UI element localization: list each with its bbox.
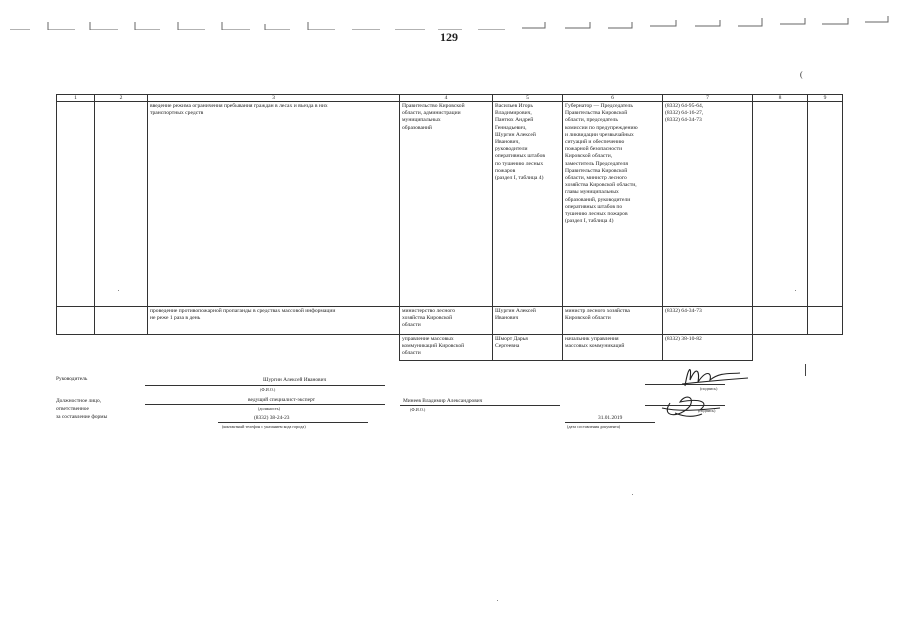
table-row bbox=[57, 335, 843, 361]
column-number: 2 bbox=[95, 95, 148, 102]
position-text: Правительства Кировской bbox=[565, 167, 628, 174]
person-text: оперативных штабов bbox=[495, 153, 546, 160]
position-cell bbox=[563, 335, 663, 361]
phone-cell bbox=[663, 307, 753, 335]
position-text: образований, руководители bbox=[565, 196, 631, 203]
measures-table bbox=[56, 94, 843, 361]
phone-text: (8332) 38-10-82 bbox=[665, 336, 702, 342]
org-text: области bbox=[402, 322, 421, 329]
person-text: Шургин Алексей bbox=[495, 131, 536, 138]
edge-mark bbox=[805, 364, 806, 376]
position-text: и ликвидации чрезвычайных bbox=[565, 131, 634, 138]
position-text: Губернатор — Председатель bbox=[565, 103, 633, 109]
responsible-person-cell bbox=[493, 102, 563, 307]
org-text: области, администрации bbox=[402, 110, 461, 117]
page-number: 129 bbox=[440, 30, 458, 44]
position-text: министр лесного хозяйства bbox=[565, 308, 630, 314]
fio-caption: (Ф.И.О.) bbox=[260, 387, 276, 392]
scan-dust bbox=[497, 600, 498, 601]
empty-cell bbox=[808, 307, 843, 335]
position-text: начальник управления bbox=[565, 336, 619, 342]
position-text: главы муниципальных bbox=[565, 189, 619, 196]
position-text: заместитель Председателя bbox=[565, 160, 628, 167]
table-row bbox=[57, 102, 843, 307]
position-text: Правительства Кировской bbox=[565, 110, 628, 117]
position-text: тушению лесных пожаров bbox=[565, 211, 628, 218]
person-text: Пантюх Андрей bbox=[495, 117, 534, 124]
activity-cell bbox=[148, 307, 400, 335]
phone-text: (8332) 64-16-27, bbox=[665, 110, 704, 117]
scan-dust bbox=[795, 290, 796, 291]
column-number-row bbox=[57, 95, 843, 102]
person-text: Шморт Дарья bbox=[495, 336, 528, 342]
official-label-line: за составление формы bbox=[56, 414, 108, 420]
signature-caption: (подпись) bbox=[698, 408, 716, 413]
head-label: Руководитель bbox=[56, 376, 88, 382]
person-text: Васильев Игорь bbox=[495, 103, 533, 109]
empty-cell bbox=[753, 307, 808, 335]
position-text: Кировской области bbox=[565, 315, 611, 322]
position-text: ситуаций и обеспечению bbox=[565, 139, 625, 146]
official-position-line bbox=[145, 404, 385, 405]
responsible-person-cell bbox=[493, 335, 563, 361]
empty-cell bbox=[808, 335, 843, 361]
phone-text: (8332) 64-95-64, bbox=[665, 103, 704, 109]
position-text: оперативных штабов по bbox=[565, 203, 623, 210]
phone-caption: (контактный телефон с указанием кода города) bbox=[222, 424, 306, 429]
responsible-person-cell bbox=[493, 307, 563, 335]
scan-dust bbox=[118, 290, 119, 291]
date-caption: (дата составления документа) bbox=[567, 424, 621, 429]
column-number: 6 bbox=[563, 95, 663, 102]
position-text: (раздел I, таблица 4) bbox=[565, 218, 614, 225]
head-name: Шургин Алексей Иванович bbox=[263, 377, 327, 383]
org-text: Правительство Кировской bbox=[402, 103, 465, 109]
scan-dust bbox=[632, 494, 633, 495]
official-position: ведущий специалист-эксперт bbox=[248, 397, 315, 403]
org-text: управление массовых bbox=[402, 336, 454, 342]
column-number: 7 bbox=[663, 95, 753, 102]
column-number: 1 bbox=[57, 95, 95, 102]
official-name-line bbox=[400, 405, 560, 406]
column-number: 9 bbox=[808, 95, 843, 102]
empty-cell bbox=[808, 102, 843, 307]
empty-cell bbox=[95, 335, 148, 361]
person-text: Владимирович, bbox=[495, 110, 532, 117]
phone-text: (8332) 64-34-73 bbox=[665, 117, 702, 124]
official-label-line: Должностное лицо, bbox=[56, 398, 102, 404]
position-text: Кировской области, bbox=[565, 153, 613, 160]
person-text: Шургин Алексей bbox=[495, 308, 536, 314]
scan-edge-marks bbox=[0, 0, 905, 30]
phone-cell bbox=[663, 335, 753, 361]
empty-cell bbox=[148, 335, 400, 361]
responsible-org-cell bbox=[400, 307, 493, 335]
person-text: пожаров bbox=[495, 167, 516, 174]
official-label-line: ответственное bbox=[56, 406, 89, 412]
activity-text: транспортных средств bbox=[150, 110, 204, 117]
position-text: области, председатель bbox=[565, 117, 618, 124]
person-text: Геннадьевич, bbox=[495, 124, 527, 131]
document-date: 31.01.2019 bbox=[598, 415, 623, 421]
responsible-org-cell bbox=[400, 102, 493, 307]
phone-cell bbox=[663, 102, 753, 307]
column-number: 4 bbox=[400, 95, 493, 102]
person-text: Иванович bbox=[495, 315, 519, 322]
fio-caption: (Ф.И.О.) bbox=[410, 407, 426, 412]
official-phone-line bbox=[218, 422, 368, 423]
empty-cell bbox=[95, 102, 148, 307]
column-number: 8 bbox=[753, 95, 808, 102]
org-text: коммуникаций Кировской bbox=[402, 343, 465, 350]
activity-text: введение режима ограничения пребывания граждан в лесах и въезда в них bbox=[150, 103, 328, 109]
handwritten-signatures bbox=[640, 358, 760, 428]
position-text: хозяйства Кировской области, bbox=[565, 182, 637, 189]
signature-caption: (подпись) bbox=[700, 386, 718, 391]
person-text: Иванович, bbox=[495, 139, 520, 146]
activity-text: проведение противопожарной пропаганды в средствах массовой информации bbox=[150, 308, 336, 314]
position-text: массовых коммуникаций bbox=[565, 343, 625, 350]
org-text: образований bbox=[402, 124, 432, 131]
activity-text: не реже 1 раза в день bbox=[150, 315, 201, 322]
column-number: 3 bbox=[148, 95, 400, 102]
empty-cell bbox=[57, 307, 95, 335]
position-caption: (должность) bbox=[258, 406, 280, 411]
position-cell bbox=[563, 307, 663, 335]
empty-cell bbox=[57, 102, 95, 307]
phone-text: (8332) 64-34-73 bbox=[665, 308, 702, 314]
org-text: хозяйства Кировской bbox=[402, 315, 453, 322]
position-text: пожарной безопасности bbox=[565, 146, 623, 153]
position-text: области, министр лесного bbox=[565, 175, 627, 182]
empty-cell bbox=[95, 307, 148, 335]
activity-cell bbox=[148, 102, 400, 307]
empty-cell bbox=[753, 102, 808, 307]
position-text: комиссии по предупреждению bbox=[565, 124, 638, 131]
org-text: министерство лесного bbox=[402, 308, 456, 314]
person-text: руководители bbox=[495, 146, 528, 153]
head-name-line bbox=[145, 385, 385, 386]
org-text: муниципальных bbox=[402, 117, 441, 124]
empty-cell bbox=[753, 335, 808, 361]
person-text: Сергеевна bbox=[495, 343, 520, 350]
empty-cell bbox=[57, 335, 95, 361]
table-row bbox=[57, 307, 843, 335]
person-text: по тушению лесных bbox=[495, 160, 544, 167]
org-text: области bbox=[402, 350, 421, 357]
official-phone: (8332) 38-24-23 bbox=[254, 415, 290, 421]
official-name: Минеев Владимир Александрович bbox=[403, 398, 483, 404]
position-cell bbox=[563, 102, 663, 307]
responsible-org-cell bbox=[400, 335, 493, 361]
column-number: 5 bbox=[493, 95, 563, 102]
stray-mark: ( bbox=[800, 70, 803, 79]
person-text: (раздел I, таблица 4) bbox=[495, 175, 544, 182]
